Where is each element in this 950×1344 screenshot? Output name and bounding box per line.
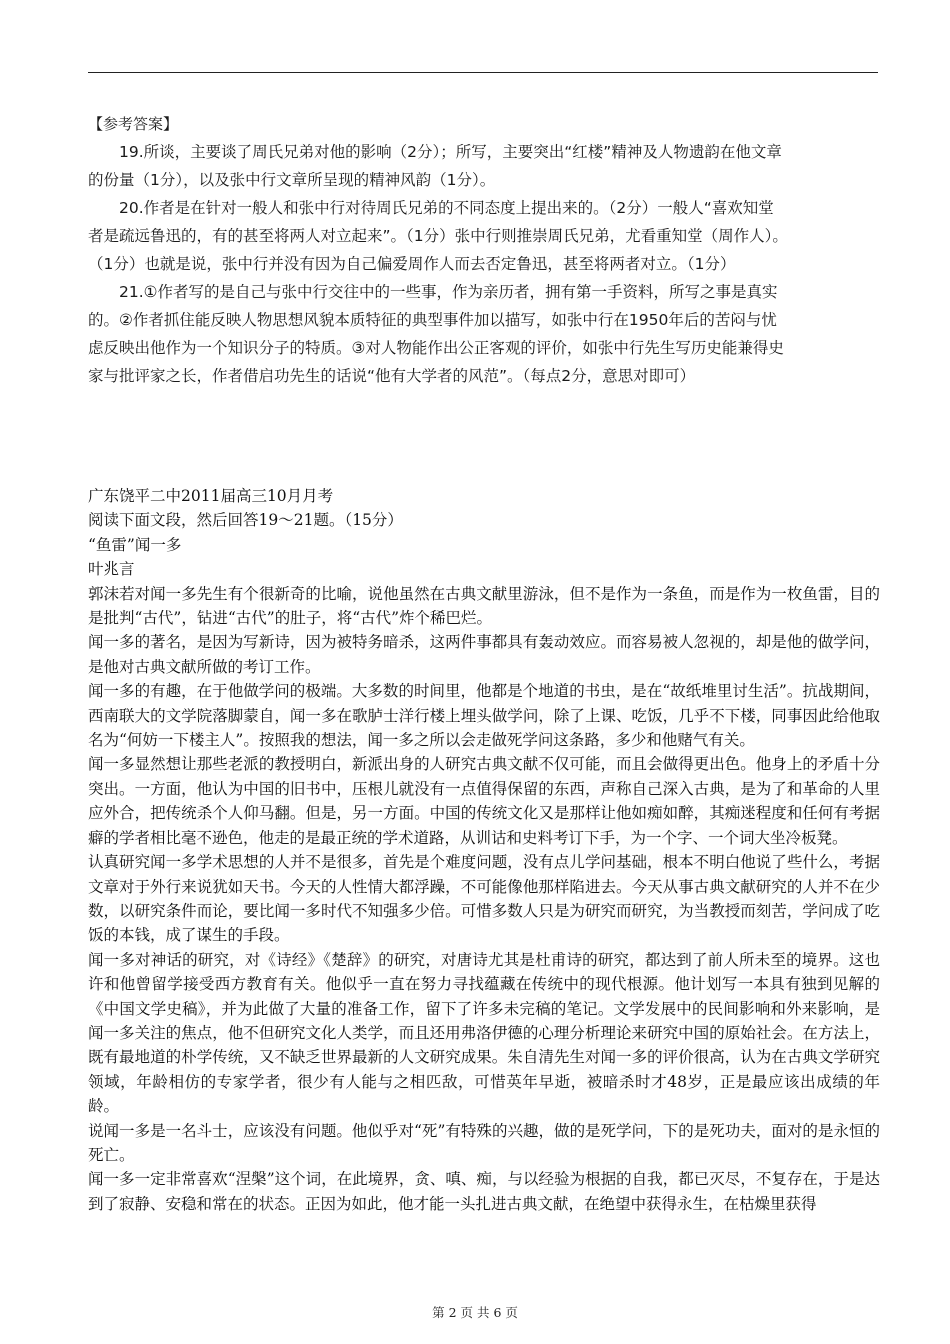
question-instruction: 阅读下面文段，然后回答19～21题。（15分）	[88, 511, 403, 530]
article-paragraph: 闻一多对神话的研究，对《诗经》《楚辞》的研究，对唐诗尤其是杜甫诗的研究，都达到了前人所未至的境界。这也许和他曾留学接受西方教育有关。他似乎一直在努力寻找蕴藏在传统中的现代根源。他计划写一本具有独到见解的《中国文学史稿》，并为此做了大量的准备工作，留下了许多未完稿的笔记。文学发展中的民间影响和外来影响，是闻一多关注的焦点，他不但研究文化人类学，而且还用弗洛伊德的心理分析理论来研究中国的原始社会。在方法上，既有最地道的朴学传统，又不缺乏世界最新的人文研究成果。朱自清先生对闻一多的评价很高，认为在古典文学研究领域，年龄相仿的专家学者，很少有人能与之相匹敌，可惜英年早逝，被暗杀时才48岁，正是最应该出成绩的年龄。	[88, 950, 880, 1116]
answer-item-19: 19.所谈，主要谈了周氏兄弟对他的影响（2分）；所写，主要突出“红楼”精神及人物遗韵在他文章的份量（1分），以及张中行文章所呈现的精神风韵（1分）。	[88, 143, 782, 189]
answer-item-21: 21.①作者写的是自己与张中行交往中的一些事，作为亲历者，拥有第一手资料，所写之事是真实的。②作者抓住能反映人物思想风貌本质特征的典型事件加以描写，如张中行在1950年后的苦闷与忧虑反映出他作为一个知识分子的特质。③对人物能作出公正客观的评价，如张中行先生写历史能兼得史家与批评家之长，作者借启功先生的话说“他有大学者的风范”。（每点2分，意思对即可）	[88, 283, 784, 385]
article-paragraph: 闻一多一定非常喜欢“涅槃”这个词，在此境界，贪、嗔、痴，与以经验为根据的自我，都已灭尽，不复存在，于是达到了寂静、安稳和常在的状态。正因为如此，他才能一头扎进古典文献，在绝望中获得永生，在枯燥里获得	[88, 1170, 880, 1213]
article-title: “鱼雷”闻一多	[88, 535, 182, 554]
answer-item-20: 20.作者是在针对一般人和张中行对待周氏兄弟的不同态度上提出来的。（2分）一般人“喜欢知堂者是疏远鲁迅的，有的甚至将两人对立起来”。（1分）张中行则推崇周氏兄弟，尤看重知堂（周作人）。（1分）也就是说，张中行并没有因为自己偏爱周作人而去否定鲁迅，甚至将两者对立。（1分）	[88, 199, 788, 273]
article-author: 叶兆言	[88, 560, 135, 579]
answer-heading: 【参考答案】	[88, 115, 179, 133]
article-paragraph: 说闻一多是一名斗士，应该没有问题。他似乎对“死”有特殊的兴趣，做的是死学问，下的是死功夫，面对的是永恒的死亡。	[88, 1121, 880, 1164]
header-rule	[88, 72, 878, 73]
article-paragraph: 认真研究闻一多学术思想的人并不是很多，首先是个难度问题，没有点儿学问基础，根本不明白他说了些什么，考据文章对于外行来说犹如天书。今天的人性情大都浮躁，不可能像他那样陷进去。今天从事古典文献研究的人并不在少数，以研究条件而论，要比闻一多时代不知强多少倍。可惜多数人只是为研究而研究，为当教授而刻苦，学问成了吃饭的本钱，成了谋生的手段。	[88, 853, 880, 945]
exam-source: 广东饶平二中2011届高三10月月考	[88, 487, 334, 505]
article-paragraph: 郭沫若对闻一多先生有个很新奇的比喻，说他虽然在古典文献里游泳，但不是作为一条鱼，而是作为一枚鱼雷，目的是批判“古代”，钻进“古代”的肚子，将“古代”炸个稀巴烂。	[88, 584, 880, 628]
article-paragraph: 闻一多的著名，是因为写新诗，因为被特务暗杀，这两件事都具有轰动效应。而容易被人忽视的，却是他的做学问，是他对古典文献所做的考订工作。	[88, 633, 880, 676]
article-paragraph: 闻一多的有趣，在于他做学问的极端。大多数的时间里，他都是个地道的书虫，是在“故纸堆里讨生活”。抗战期间，西南联大的文学院落脚蒙自，闻一多在歌胪士洋行楼上埋头做学问，除了上课、吃饭，几乎不下楼，同事因此给他取名为“何妨一下楼主人”。按照我的想法，闻一多之所以会走做死学问这条路，多少和他赌气有关。	[88, 682, 880, 750]
article-paragraph: 闻一多显然想让那些老派的教授明白，新派出身的人研究古典文献不仅可能，而且会做得更出色。他身上的矛盾十分突出。一方面，他认为中国的旧书中，压根儿就没有一点值得保留的东西，声称自己深入古典，是为了和革命的人里应外合，把传统杀个人仰马翻。但是，另一方面。中国的传统文化又是那样让他如痴如醉，其痴迷程度和任何有考据癖的学者相比毫不逊色，他走的是最正统的学术道路，从训诂和史料考订下手，为一个字、一个词大坐冷板凳。	[88, 755, 880, 847]
answer-section	[88, 112, 788, 390]
page-footer: 第 2 页 共 6 页	[432, 1305, 518, 1320]
article-section	[88, 484, 880, 1216]
